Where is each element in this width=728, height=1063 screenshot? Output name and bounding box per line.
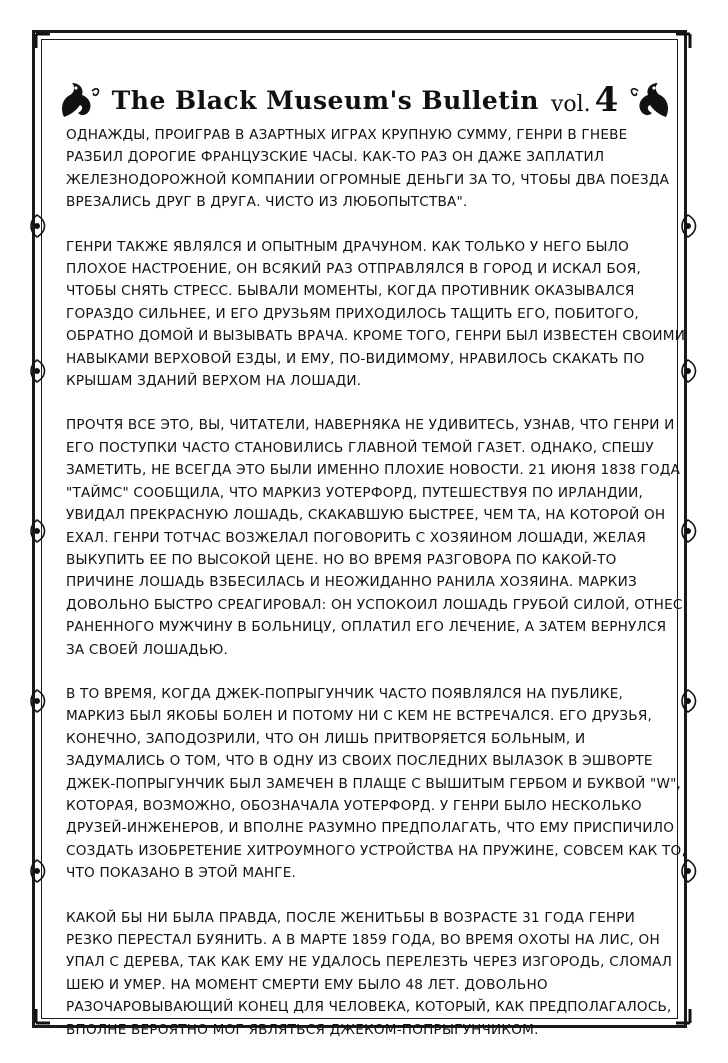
paragraph-4: В ТО ВРЕМЯ, КОГДА ДЖЕК-ПОПРЫГУНЧИК ЧАСТО ПОЯВЛЯЛСЯ НА ПУБЛИКЕ, МАРКИЗ БЫЛ ЯКОБЫ БОЛЕН И ПОТОМУ НИ С КЕМ НЕ ВСТРЕЧАЛСЯ. ЕГО ДРУЗЬЯ, КОНЕЧНО, ЗАПОДОЗРИЛИ, ЧТО ОН ЛИШЬ ПРИТВОРЯЕТСЯ БОЛЬНЫМ, И ЗАДУМАЛИСЬ О ТОМ, ЧТО В ОДНУ ИЗ СВОИХ ПОСЛЕДНИХ ВЫЛАЗОК В ЭШВОРТЕ ДЖЕК-ПОПРЫГУНЧИК БЫЛ ЗАМЕЧЕН В ПЛАЩЕ С ВЫШИТЫМ ГЕРБОМ И БУКВОЙ "W", КОТОРАЯ, ВОЗМОЖНО, ОБОЗНАЧАЛА УОТЕРФОРД. У ГЕНРИ БЫЛО НЕСКОЛЬКО ДРУЗЕЙ-ИНЖЕНЕРОВ, И ВПОЛНЕ РАЗУМНО ПРЕДПОЛАГАТЬ, ЧТО ЕМУ ПРИСПИЧИЛО СОЗДАТЬ ИЗОБРЕТЕНИЕ ХИТРОУМНОГО УСТРОЙСТВА НА ПРУЖИНЕ, СОВСЕМ КАК ТО, ЧТО ПОКАЗАНО В ЭТОЙ МАНГЕ. (66, 685, 686, 882)
volume-prefix: vol. (550, 92, 591, 117)
paragraph-5: КАКОЙ БЫ НИ БЫЛА ПРАВДА, ПОСЛЕ ЖЕНИТЬБЫ В ВОЗРАСТЕ 31 ГОДА ГЕНРИ РЕЗКО ПЕРЕСТАЛ БУЯНИТЬ. А В МАРТЕ 1859 ГОДА, ВО ВРЕМЯ ОХОТЫ НА ЛИС, ОН УПАЛ С ДЕРЕВА, ТАК КАК ЕМУ НЕ УДАЛОСЬ ПЕРЕЛЕЗТЬ ЧЕРЕЗ ИЗГОРОДЬ, СЛОМАЛ ШЕЮ И УМЕР. НА МОМЕНТ СМЕРТИ ЕМУ БЫЛО 48 ЛЕТ. ДОВОЛЬНО РАЗОЧАРОВЫВАЮЩИЙ КОНЕЦ ДЛЯ ЧЕЛОВЕКА, КОТОРЫЙ, КАК ПРЕДПОЛАГАЛОСЬ, ВПОЛНЕ ВЕРОЯТНО МОГ ЯВЛЯТЬСЯ ДЖЕКОМ-ПОПРЫГУНЧИКОМ. (66, 909, 673, 1038)
paragraph-1: ОДНАЖДЫ, ПРОИГРАВ В АЗАРТНЫХ ИГРАХ КРУПНУЮ СУММУ, ГЕНРИ В ГНЕВЕ РАЗБИЛ ДОРОГИЕ ФРАНЦУЗСКИЕ ЧАСЫ. КАК-ТО РАЗ ОН ДАЖЕ ЗАПЛАТИЛ ЖЕЛЕЗНОДОРОЖНОЙ КОМПАНИИ ОГРОМНЫЕ ДЕНЬГИ ЗА ТО, ЧТОБЫ ДВА ПОЕЗДА ВРЕЗАЛИСЬ ДРУГ В ДРУГА. ЧИСТО ИЗ ЛЮБОПЫТСТВА". (66, 127, 670, 211)
volume-number: 4 (594, 80, 619, 120)
volume-label (551, 80, 618, 120)
paragraph-2: ГЕНРИ ТАКЖЕ ЯВЛЯЛСЯ И ОПЫТНЫМ ДРАЧУНОМ. КАК ТОЛЬКО У НЕГО БЫЛО ПЛОХОЕ НАСТРОЕНИЕ, ОН ВСЯКИЙ РАЗ ОТПРАВЛЯЛСЯ В ГОРОД И ИСКАЛ БОЯ, ЧТОБЫ СНЯТЬ СТРЕСС. БЫВАЛИ МОМЕНТЫ, КОГДА ПРОТИВНИК ОКАЗЫВАЛСЯ ГОРАЗДО СИЛЬНЕЕ, И ЕГО ДРУЗЬЯМ ПРИХОДИЛОСЬ ТАЩИТЬ ЕГО, ПОБИТОГО, ОБРАТНО ДОМОЙ И ВЫЗЫВАТЬ ВРАЧА. КРОМЕ ТОГО, ГЕНРИ БЫЛ ИЗВЕСТЕН СВОИМИ НАВЫКАМИ ВЕРХОВОЙ ЕЗДЫ, И ЕМУ, ПО-ВИДИМОМУ, НРАВИЛОСЬ СКАКАТЬ ПО КРЫШАМ ЗДАНИЙ ВЕРХОМ НА ЛОШАДИ. (66, 238, 686, 390)
sea-horse-ornament-icon (56, 77, 102, 123)
paragraph-3: ПРОЧТЯ ВСЕ ЭТО, ВЫ, ЧИТАТЕЛИ, НАВЕРНЯКА НЕ УДИВИТЕСЬ, УЗНАВ, ЧТО ГЕНРИ И ЕГО ПОСТУПКИ ЧАСТО СТАНОВИЛИСЬ ГЛАВНОЙ ТЕМОЙ ГАЗЕТ. ОДНАКО, СПЕШУ ЗАМЕТИТЬ, НЕ ВСЕГДА ЭТО БЫЛИ ИМЕННО ПЛОХИЕ НОВОСТИ. 21 ИЮНЯ 1838 ГОДА "ТАЙМС" СООБЩИЛА, ЧТО МАРКИЗ УОТЕРФОРД, ПУТЕШЕСТВУЯ ПО ИРЛАНДИИ, УВИДАЛ ПРЕКРАСНУЮ ЛОШАДЬ, СКАКАВШУЮ БЫСТРЕЕ, ЧЕМ ТА, НА КОТОРОЙ ОН ЕХАЛ. ГЕНРИ ТОТЧАС ВОЗЖЕЛАЛ ПОГОВОРИТЬ С ХОЗЯИНОМ ЛОШАДИ, ЖЕЛАЯ ВЫКУПИТЬ ЕЕ ПО ВЫСОКОЙ ЦЕНЕ. НО ВО ВРЕМЯ РАЗГОВОРА ПО КАКОЙ-ТО ПРИЧИНЕ ЛОШАДЬ ВЗБЕСИЛАСЬ И НЕОЖИДАННО РАНИЛА ХОЗЯИНА. МАРКИЗ ДОВОЛЬНО БЫСТРО СРЕАГИРОВАЛ: ОН УСПОКОИЛ ЛОШАДЬ ГРУБОЙ СИЛОЙ, ОТНЕС РАНЕННОГО МУЖЧИНУ В БОЛЬНИЦУ, ОПЛАТИЛ ЕГО ЛЕЧЕНИЕ, А ЗАТЕМ ВЕРНУЛСЯ ЗА СВОЕЙ ЛОШАДЬЮ. (66, 417, 683, 658)
bulletin-header (80, 75, 650, 125)
bulletin-title: The Black Museum's Bulletin (111, 85, 539, 115)
article-body (66, 124, 686, 1063)
sea-horse-ornament-icon (628, 77, 674, 123)
